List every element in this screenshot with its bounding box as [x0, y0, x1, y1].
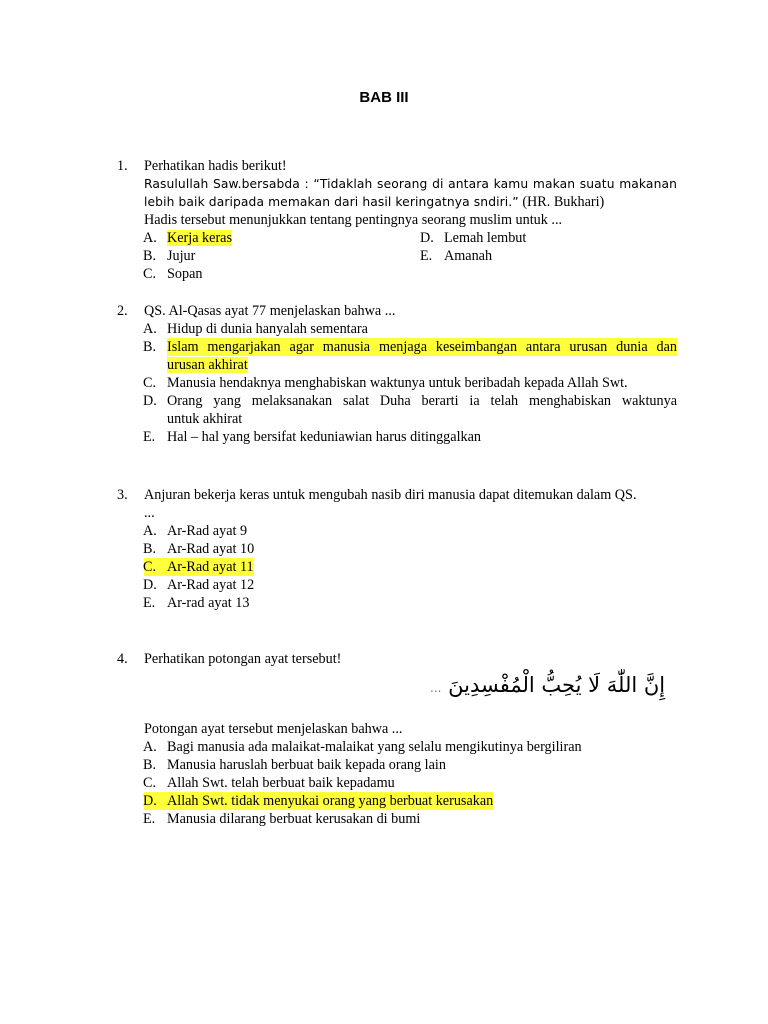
question-number: 3.	[117, 487, 128, 503]
option-e[interactable]	[421, 247, 492, 265]
option-row	[144, 229, 677, 247]
option-label: E.	[143, 595, 156, 611]
option-a[interactable]	[144, 738, 677, 756]
option-label: D.	[143, 793, 157, 809]
option-label: B.	[143, 757, 157, 773]
option-label: A.	[143, 230, 157, 246]
option-text: Ar-Rad ayat 10	[167, 541, 255, 557]
option-b[interactable]	[144, 338, 677, 374]
question-number: 2.	[117, 303, 128, 319]
option-text: Manusia haruslah berbuat baik kepada orang lain	[167, 757, 446, 773]
option-e[interactable]	[144, 594, 677, 612]
option-row	[144, 247, 677, 265]
question-3	[117, 486, 677, 612]
option-label: B.	[143, 541, 157, 557]
hadith-text: lebih baik daripada memakan dari hasil keringatnya sndiri.”	[144, 195, 519, 209]
option-text: Sopan	[167, 266, 203, 282]
option-text: untuk akhirat	[167, 411, 243, 427]
option-b[interactable]	[144, 540, 677, 558]
option-label: A.	[143, 739, 157, 755]
option-a[interactable]	[144, 229, 421, 247]
question-2	[117, 302, 677, 446]
option-label: E.	[143, 811, 156, 827]
verse-ellipsis: ...	[430, 681, 442, 695]
option-label: E.	[420, 248, 433, 264]
option-label: B.	[143, 339, 157, 355]
quran-verse	[430, 673, 680, 697]
option-e[interactable]	[144, 810, 677, 828]
option-label: C.	[143, 559, 157, 575]
option-text: Manusia hendaknya menghabiskan waktunya untuk beribadah kepada Allah Swt.	[167, 375, 628, 391]
option-label: E.	[143, 429, 156, 445]
question-text: QS. Al-Qasas ayat 77 menjelaskan bahwa ...	[144, 303, 396, 319]
option-text: Ar-Rad ayat 12	[167, 577, 255, 593]
option-text-highlighted: Allah Swt. tidak menyukai orang yang berbuat kerusakan	[167, 793, 494, 809]
option-label: A.	[143, 523, 157, 539]
chapter-title: BAB III	[359, 89, 409, 106]
option-text: Manusia dilarang berbuat kerusakan di bumi	[167, 811, 421, 827]
option-text-highlighted: Kerja keras	[167, 230, 232, 246]
option-text: Bagi manusia ada malaikat-malaikat yang selalu mengikutinya bergiliran	[167, 739, 582, 755]
question-4	[117, 650, 677, 668]
option-d[interactable]	[421, 229, 526, 247]
hadith-text-line: Rasulullah Saw.bersabda : “Tidaklah seorang di antara kamu makan suatu makanan	[144, 177, 677, 191]
question-text: Hadis tersebut menunjukkan tentang pentingnya seorang muslim untuk ...	[144, 212, 563, 228]
option-d[interactable]	[144, 392, 677, 428]
option-text: Hidup di dunia hanyalah sementara	[167, 321, 368, 337]
option-label: A.	[143, 321, 157, 337]
option-text: Hal – hal yang bersifat keduniawian harus ditinggalkan	[167, 429, 482, 445]
option-c[interactable]	[144, 265, 677, 283]
option-label: C.	[143, 266, 157, 282]
question-text: Potongan ayat tersebut menjelaskan bahwa ...	[144, 721, 403, 737]
option-d[interactable]	[144, 792, 677, 810]
option-label: C.	[143, 775, 157, 791]
option-text: Orang yang melaksanakan salat Duha berarti ia telah menghabiskan waktunya	[167, 393, 677, 409]
question-text-continued: ...	[144, 505, 155, 521]
option-label: D.	[143, 577, 157, 593]
question-number: 4.	[117, 651, 128, 667]
option-label: D.	[420, 230, 434, 246]
option-b[interactable]	[144, 756, 677, 774]
question-4-body	[117, 720, 677, 828]
option-text-highlighted: Ar-Rad ayat 11	[167, 559, 254, 575]
question-1	[117, 157, 677, 283]
question-intro: Perhatikan potongan ayat tersebut!	[144, 651, 342, 667]
option-a[interactable]	[144, 320, 677, 338]
hadith-text-line	[144, 193, 677, 211]
option-d[interactable]	[144, 576, 677, 594]
verse-text: إِنَّ اللّٰهَ لَا يُحِبُّ الْمُفْسِدِينَ	[448, 673, 666, 697]
option-text: Jujur	[167, 248, 196, 264]
option-text: Ar-Rad ayat 9	[167, 523, 248, 539]
option-c[interactable]	[144, 774, 677, 792]
option-label: B.	[143, 248, 157, 264]
option-b[interactable]	[144, 247, 421, 265]
option-text: Amanah	[444, 248, 493, 264]
option-c[interactable]	[144, 558, 677, 576]
hadith-source: (HR. Bukhari)	[518, 194, 605, 210]
option-label: D.	[143, 393, 157, 409]
question-text: Anjuran bekerja keras untuk mengubah nasib diri manusia dapat ditemukan dalam QS.	[144, 487, 637, 503]
option-text-highlighted: Islam mengarjakan agar manusia menjaga keseimbangan antara urusan dunia dan	[167, 339, 677, 355]
option-text-highlighted: urusan akhirat	[167, 357, 248, 373]
option-c[interactable]	[144, 374, 677, 392]
option-e[interactable]	[144, 428, 677, 446]
option-text: Ar-rad ayat 13	[167, 595, 250, 611]
option-text: Lemah lembut	[444, 230, 527, 246]
option-text: Allah Swt. telah berbuat baik kepadamu	[167, 775, 395, 791]
question-intro: Perhatikan hadis berikut!	[144, 158, 287, 174]
option-a[interactable]	[144, 522, 677, 540]
option-label: C.	[143, 375, 157, 391]
question-number: 1.	[117, 158, 128, 174]
